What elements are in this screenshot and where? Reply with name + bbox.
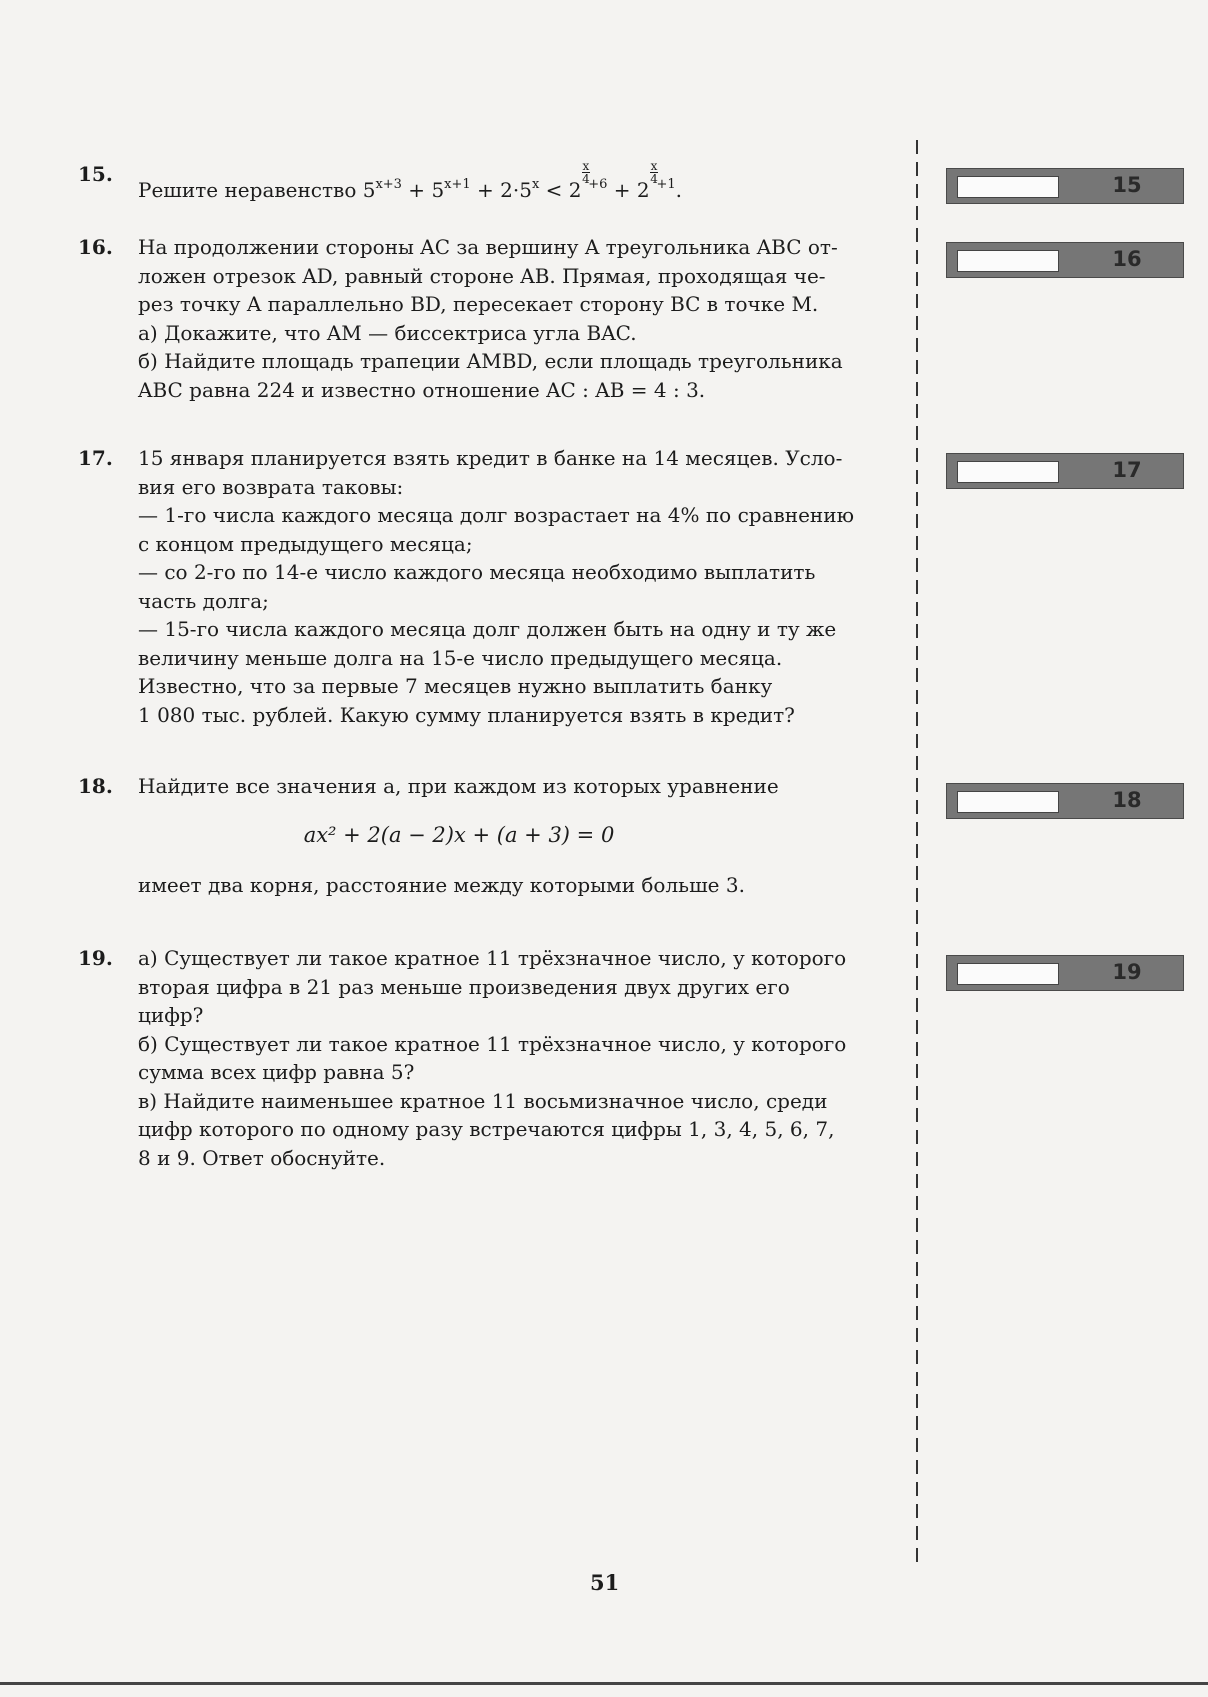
cut-line-divider [916,140,918,1565]
page-number: 51 [590,1570,620,1595]
problem-line: б) Существует ли такое кратное 11 трёхзначное число, у которого [138,1031,847,1056]
problem-number: 16. [78,235,113,259]
problem-16 [78,233,900,404]
problem-line: а) Существует ли такое кратное 11 трёхзначное число, у которого [138,946,847,970]
problem-line: ложен отрезок AD, равный стороне AB. Прямая, проходящая че- [138,263,826,288]
problem-line: 15 января планируется взять кредит в банке на 14 месяцев. Усло- [138,446,843,470]
problem-line: цифр которого по одному разу встречаются цифры 1, 3, 4, 5, 6, 7, [138,1117,835,1141]
answer-field[interactable] [957,791,1059,813]
equation: ax² + 2(a − 2)x + (a + 3) = 0 [303,822,615,847]
answer-field[interactable] [957,461,1059,483]
answer-box-label: 15 [1112,173,1142,197]
problem-line: — 1-го числа каждого месяца долг возрастает на 4% по сравнению [138,503,854,527]
answer-box-15 [946,168,1184,204]
problem-line: а) Докажите, что AM — биссектриса угла BAC. [138,320,637,345]
problem-line: Найдите все значения a, при каждом из которых уравнение [138,774,779,798]
answer-field[interactable] [957,963,1059,985]
answer-box-label: 19 [1112,960,1142,984]
problem-line: вия его возврата таковы: [138,474,404,499]
problem-line: величину меньше долга на 15-е число предыдущего месяца. [138,645,783,670]
problem-line: На продолжении стороны AC за вершину A треугольника ABC от- [138,235,838,259]
problem-19 [78,944,900,1172]
problem-text: Решите неравенство [138,178,363,202]
problem-15 [78,160,900,205]
problem-number: 15. [78,162,113,186]
answer-box-16 [946,242,1184,278]
problem-line: цифр? [138,1003,204,1027]
problem-line: 8 и 9. Ответ обоснуйте. [138,1145,386,1170]
answer-box-18 [946,783,1184,819]
problem-line: — со 2-го по 14-е число каждого месяца необходимо выплатить [138,560,816,584]
scan-edge [0,1682,1208,1685]
answer-field[interactable] [957,250,1059,272]
problem-17 [78,444,900,729]
problem-line: с концом предыдущего месяца; [138,531,473,556]
answer-box-19 [946,955,1184,991]
answer-box-label: 17 [1112,458,1142,482]
problem-line: Известно, что за первые 7 месяцев нужно выплатить банку [138,674,773,698]
problem-line: рез точку A параллельно BD, пересекает сторону BC в точке M. [138,292,819,316]
problem-line: — 15-го числа каждого месяца долг должен быть на одну и ту же [138,617,837,641]
problem-line: в) Найдите наименьшее кратное 11 восьмизначное число, среди [138,1088,828,1113]
inequality: $5^{x+3} + 5^{x+1} + 2\cdot 5^x < 2$ $\frac{x}{4}$ $^{+6}$ + 2 $\frac{x}{4}$ $^{+1}$. [362,159,682,202]
answer-box-17 [946,453,1184,489]
problem-line: вторая цифра в 21 раз меньше произведения двух других его [138,974,790,999]
problem-line: б) Найдите площадь трапеции AMBD, если площадь треугольника [138,349,843,373]
problem-line: часть долга; [138,588,269,613]
problem-number: 18. [78,774,113,798]
answer-box-label: 16 [1112,247,1142,271]
problem-line: имеет два корня, расстояние между которыми больше 3. [138,873,745,897]
problem-number: 17. [78,446,113,470]
answer-box-label: 18 [1112,788,1142,812]
problem-18 [78,772,900,900]
problem-line: ABC равна 224 и известно отношение AC : AB = 4 : 3. [138,377,706,402]
problem-number: 19. [78,946,113,970]
problem-line: 1 080 тыс. рублей. Какую сумму планируется взять в кредит? [138,702,795,727]
problem-line: сумма всех цифр равна 5? [138,1060,415,1084]
answer-field[interactable] [957,176,1059,198]
